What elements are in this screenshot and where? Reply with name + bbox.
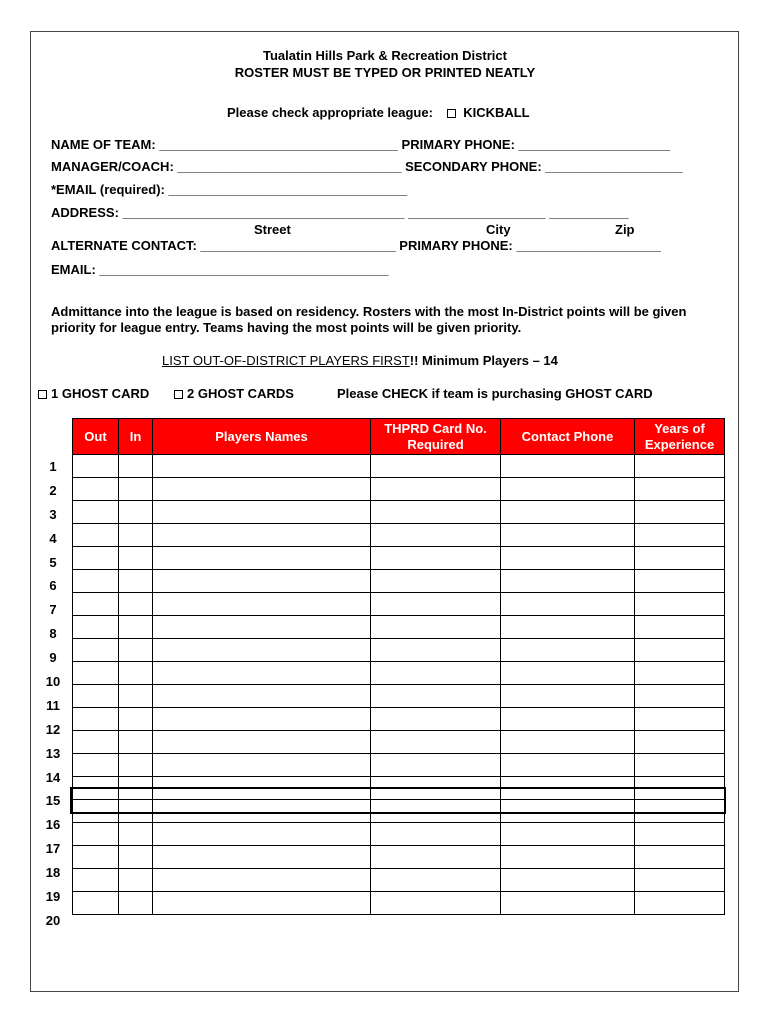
- table-row: [73, 639, 725, 662]
- roster-cell[interactable]: [153, 639, 371, 662]
- row-number: 18: [45, 865, 61, 881]
- ghost-card-2-option[interactable]: [174, 386, 294, 402]
- league-prompt: Please check appropriate league:: [227, 105, 433, 120]
- roster-cell[interactable]: [73, 547, 119, 570]
- roster-cell[interactable]: [73, 593, 119, 616]
- roster-cell[interactable]: [73, 685, 119, 708]
- list-first-text: LIST OUT-OF-DISTRICT PLAYERS FIRST: [162, 353, 410, 368]
- row-number: 11: [46, 697, 60, 713]
- col-contact-phone-header: Contact Phone: [501, 419, 635, 455]
- alternate-contact-field[interactable]: ALTERNATE CONTACT: ___________________________ PRIMARY PHONE: ____________________: [51, 238, 661, 253]
- roster-cell[interactable]: [73, 823, 119, 846]
- ghost-card-1-option[interactable]: [38, 386, 149, 402]
- roster-cell[interactable]: [371, 685, 501, 708]
- kickball-checkbox[interactable]: [447, 109, 456, 118]
- row-number: 7: [49, 602, 57, 618]
- row-number: 14: [45, 769, 61, 785]
- roster-cell[interactable]: [153, 754, 371, 777]
- ghost-card-1-label: 1 GHOST CARD: [51, 386, 150, 401]
- roster-cell[interactable]: [73, 662, 119, 685]
- policy-line-2: priority for league entry. Teams having the most points will be given priority.: [51, 320, 522, 335]
- roster-cell[interactable]: [501, 570, 635, 593]
- roster-cell[interactable]: [501, 616, 635, 639]
- row-numbers: [40, 455, 66, 933]
- table-row: [73, 662, 725, 685]
- row-number: 19: [45, 889, 61, 905]
- roster-cell[interactable]: [153, 547, 371, 570]
- roster-cell[interactable]: [635, 754, 725, 777]
- kickball-label: KICKBALL: [463, 105, 530, 120]
- col-out-header: Out: [73, 419, 119, 455]
- roster-cell[interactable]: [501, 524, 635, 547]
- policy-line-1: Admittance into the league is based on residency. Rosters with the most In-District points will be given: [51, 304, 687, 319]
- roster-cell[interactable]: [153, 823, 371, 846]
- roster-cell[interactable]: [371, 639, 501, 662]
- roster-cell[interactable]: [119, 524, 153, 547]
- row-number: 3: [49, 506, 57, 522]
- row-number: 20: [45, 912, 61, 928]
- roster-cell[interactable]: [153, 570, 371, 593]
- roster-cell[interactable]: [635, 708, 725, 731]
- table-row: [73, 869, 725, 892]
- roster-cell[interactable]: [371, 754, 501, 777]
- table-row: [73, 455, 725, 478]
- row-number: 13: [45, 745, 61, 761]
- ghost-card-prompt: Please CHECK if team is purchasing GHOST CARD: [337, 386, 653, 401]
- table-row: [73, 524, 725, 547]
- col-experience-header: Years of Experience: [635, 419, 725, 455]
- roster-cell[interactable]: [119, 708, 153, 731]
- table-row: [73, 754, 725, 777]
- roster-cell[interactable]: [635, 869, 725, 892]
- roster-cell[interactable]: [153, 593, 371, 616]
- roster-cell[interactable]: [119, 501, 153, 524]
- roster-notice: ROSTER MUST BE TYPED OR PRINTED NEATLY: [234, 65, 536, 80]
- row-number: 12: [45, 721, 61, 737]
- table-row: [73, 478, 725, 501]
- roster-table: [72, 418, 725, 915]
- roster-cell[interactable]: [635, 455, 725, 478]
- roster-cell[interactable]: [153, 478, 371, 501]
- row-number: 2: [49, 482, 57, 498]
- team-name-field[interactable]: NAME OF TEAM: _________________________________ PRIMARY PHONE: _____________________: [51, 137, 671, 152]
- roster-cell[interactable]: [635, 547, 725, 570]
- roster-cell[interactable]: [73, 846, 119, 869]
- roster-cell[interactable]: [371, 616, 501, 639]
- table-row: [73, 570, 725, 593]
- min-players-text: !! Minimum Players – 14: [409, 353, 558, 368]
- row-number: 17: [45, 841, 61, 857]
- roster-cell[interactable]: [501, 478, 635, 501]
- roster-cell[interactable]: [501, 823, 635, 846]
- roster-cell[interactable]: [635, 478, 725, 501]
- row-number: 9: [49, 650, 57, 666]
- roster-cell[interactable]: [501, 846, 635, 869]
- roster-cell[interactable]: [119, 869, 153, 892]
- roster-cell[interactable]: [153, 616, 371, 639]
- roster-cell[interactable]: [153, 708, 371, 731]
- roster-cell[interactable]: [371, 455, 501, 478]
- org-title: Tualatin Hills Park & Recreation District: [263, 48, 507, 63]
- roster-cell[interactable]: [635, 662, 725, 685]
- roster-cell[interactable]: [371, 570, 501, 593]
- roster-cell[interactable]: [501, 754, 635, 777]
- table-row: [73, 501, 725, 524]
- roster-cell[interactable]: [153, 846, 371, 869]
- roster-cell[interactable]: [73, 524, 119, 547]
- roster-cell[interactable]: [501, 731, 635, 754]
- roster-cell[interactable]: [119, 593, 153, 616]
- roster-cell[interactable]: [153, 731, 371, 754]
- roster-cell[interactable]: [119, 570, 153, 593]
- roster-cell[interactable]: [119, 892, 153, 915]
- zip-label: Zip: [615, 222, 635, 237]
- row-number: 1: [49, 459, 57, 474]
- row-number: 15: [45, 793, 61, 809]
- email2-field[interactable]: EMAIL: ________________________________________: [51, 262, 389, 277]
- roster-cell[interactable]: [73, 616, 119, 639]
- row-number: 6: [49, 578, 57, 594]
- roster-cell[interactable]: [119, 662, 153, 685]
- roster-cell[interactable]: [371, 846, 501, 869]
- roster-cell[interactable]: [153, 501, 371, 524]
- roster-cell[interactable]: [501, 455, 635, 478]
- roster-cell[interactable]: [371, 869, 501, 892]
- roster-cell[interactable]: [73, 639, 119, 662]
- roster-cell[interactable]: [153, 662, 371, 685]
- list-instructions: [162, 353, 558, 369]
- roster-cell[interactable]: [635, 846, 725, 869]
- roster-cell[interactable]: [371, 731, 501, 754]
- roster-cell[interactable]: [371, 708, 501, 731]
- roster-cell[interactable]: [153, 892, 371, 915]
- col-thprd-card-header: THPRD Card No. Required: [371, 419, 501, 455]
- roster-cell[interactable]: [635, 593, 725, 616]
- roster-cell[interactable]: [73, 455, 119, 478]
- manager-field[interactable]: MANAGER/COACH: _______________________________ SECONDARY PHONE: ___________________: [51, 159, 683, 174]
- roster-cell[interactable]: [119, 846, 153, 869]
- row-number: 16: [45, 817, 61, 833]
- roster-cell[interactable]: [119, 639, 153, 662]
- roster-cell[interactable]: [635, 501, 725, 524]
- roster-cell[interactable]: [153, 869, 371, 892]
- roster-cell[interactable]: [635, 892, 725, 915]
- roster-cell[interactable]: [73, 570, 119, 593]
- city-label: City: [486, 222, 511, 237]
- roster-cell[interactable]: [635, 524, 725, 547]
- row-number: 10: [45, 674, 61, 690]
- roster-cell[interactable]: [119, 547, 153, 570]
- table-row: [73, 593, 725, 616]
- roster-cell[interactable]: [119, 731, 153, 754]
- table-row: [73, 547, 725, 570]
- ghost-card-2-checkbox[interactable]: [174, 390, 183, 399]
- roster-cell[interactable]: [371, 547, 501, 570]
- roster-cell[interactable]: [119, 685, 153, 708]
- roster-cell[interactable]: [371, 501, 501, 524]
- table-row: [73, 823, 725, 846]
- roster-cell[interactable]: [371, 593, 501, 616]
- roster-cell[interactable]: [635, 731, 725, 754]
- roster-header-row: [73, 419, 725, 455]
- roster-cell[interactable]: [501, 547, 635, 570]
- roster-cell[interactable]: [501, 593, 635, 616]
- roster-cell[interactable]: [501, 869, 635, 892]
- row-15-highlight: [70, 787, 726, 814]
- street-label: Street: [254, 222, 291, 237]
- col-player-names-header: Players Names: [153, 419, 371, 455]
- roster-cell[interactable]: [501, 892, 635, 915]
- row-number: 8: [49, 626, 57, 642]
- ghost-card-1-checkbox[interactable]: [38, 390, 47, 399]
- roster-cell[interactable]: [371, 823, 501, 846]
- roster-cell[interactable]: [153, 524, 371, 547]
- table-row: [73, 731, 725, 754]
- roster-cell[interactable]: [371, 524, 501, 547]
- roster-cell[interactable]: [73, 478, 119, 501]
- roster-cell[interactable]: [501, 501, 635, 524]
- roster-cell[interactable]: [73, 892, 119, 915]
- table-row: [73, 616, 725, 639]
- roster-cell[interactable]: [501, 708, 635, 731]
- roster-cell[interactable]: [371, 662, 501, 685]
- table-row: [73, 846, 725, 869]
- roster-cell[interactable]: [635, 685, 725, 708]
- roster-cell[interactable]: [153, 455, 371, 478]
- roster-cell[interactable]: [371, 892, 501, 915]
- roster-cell[interactable]: [635, 616, 725, 639]
- roster-cell[interactable]: [501, 639, 635, 662]
- roster-cell[interactable]: [119, 616, 153, 639]
- table-row: [73, 892, 725, 915]
- col-in-header: In: [119, 419, 153, 455]
- league-selector: [227, 105, 530, 121]
- roster-cell[interactable]: [635, 570, 725, 593]
- roster-cell[interactable]: [119, 455, 153, 478]
- roster-cell[interactable]: [73, 754, 119, 777]
- roster-cell[interactable]: [371, 478, 501, 501]
- roster-cell[interactable]: [635, 823, 725, 846]
- roster-cell[interactable]: [501, 662, 635, 685]
- roster-cell[interactable]: [73, 501, 119, 524]
- roster-cell[interactable]: [73, 869, 119, 892]
- roster-cell[interactable]: [119, 823, 153, 846]
- row-number: 5: [49, 554, 57, 570]
- row-number: 4: [49, 530, 57, 546]
- roster-cell[interactable]: [501, 685, 635, 708]
- roster-cell[interactable]: [119, 478, 153, 501]
- roster-cell[interactable]: [73, 731, 119, 754]
- email-field[interactable]: *EMAIL (required): _________________________________: [51, 182, 408, 197]
- roster-cell[interactable]: [119, 754, 153, 777]
- roster-cell[interactable]: [153, 685, 371, 708]
- roster-cell[interactable]: [73, 708, 119, 731]
- table-row: [73, 708, 725, 731]
- address-field[interactable]: ADDRESS: _______________________________________ ___________________ ___________: [51, 205, 629, 220]
- table-row: [73, 685, 725, 708]
- roster-cell[interactable]: [635, 639, 725, 662]
- ghost-card-2-label: 2 GHOST CARDS: [187, 386, 294, 401]
